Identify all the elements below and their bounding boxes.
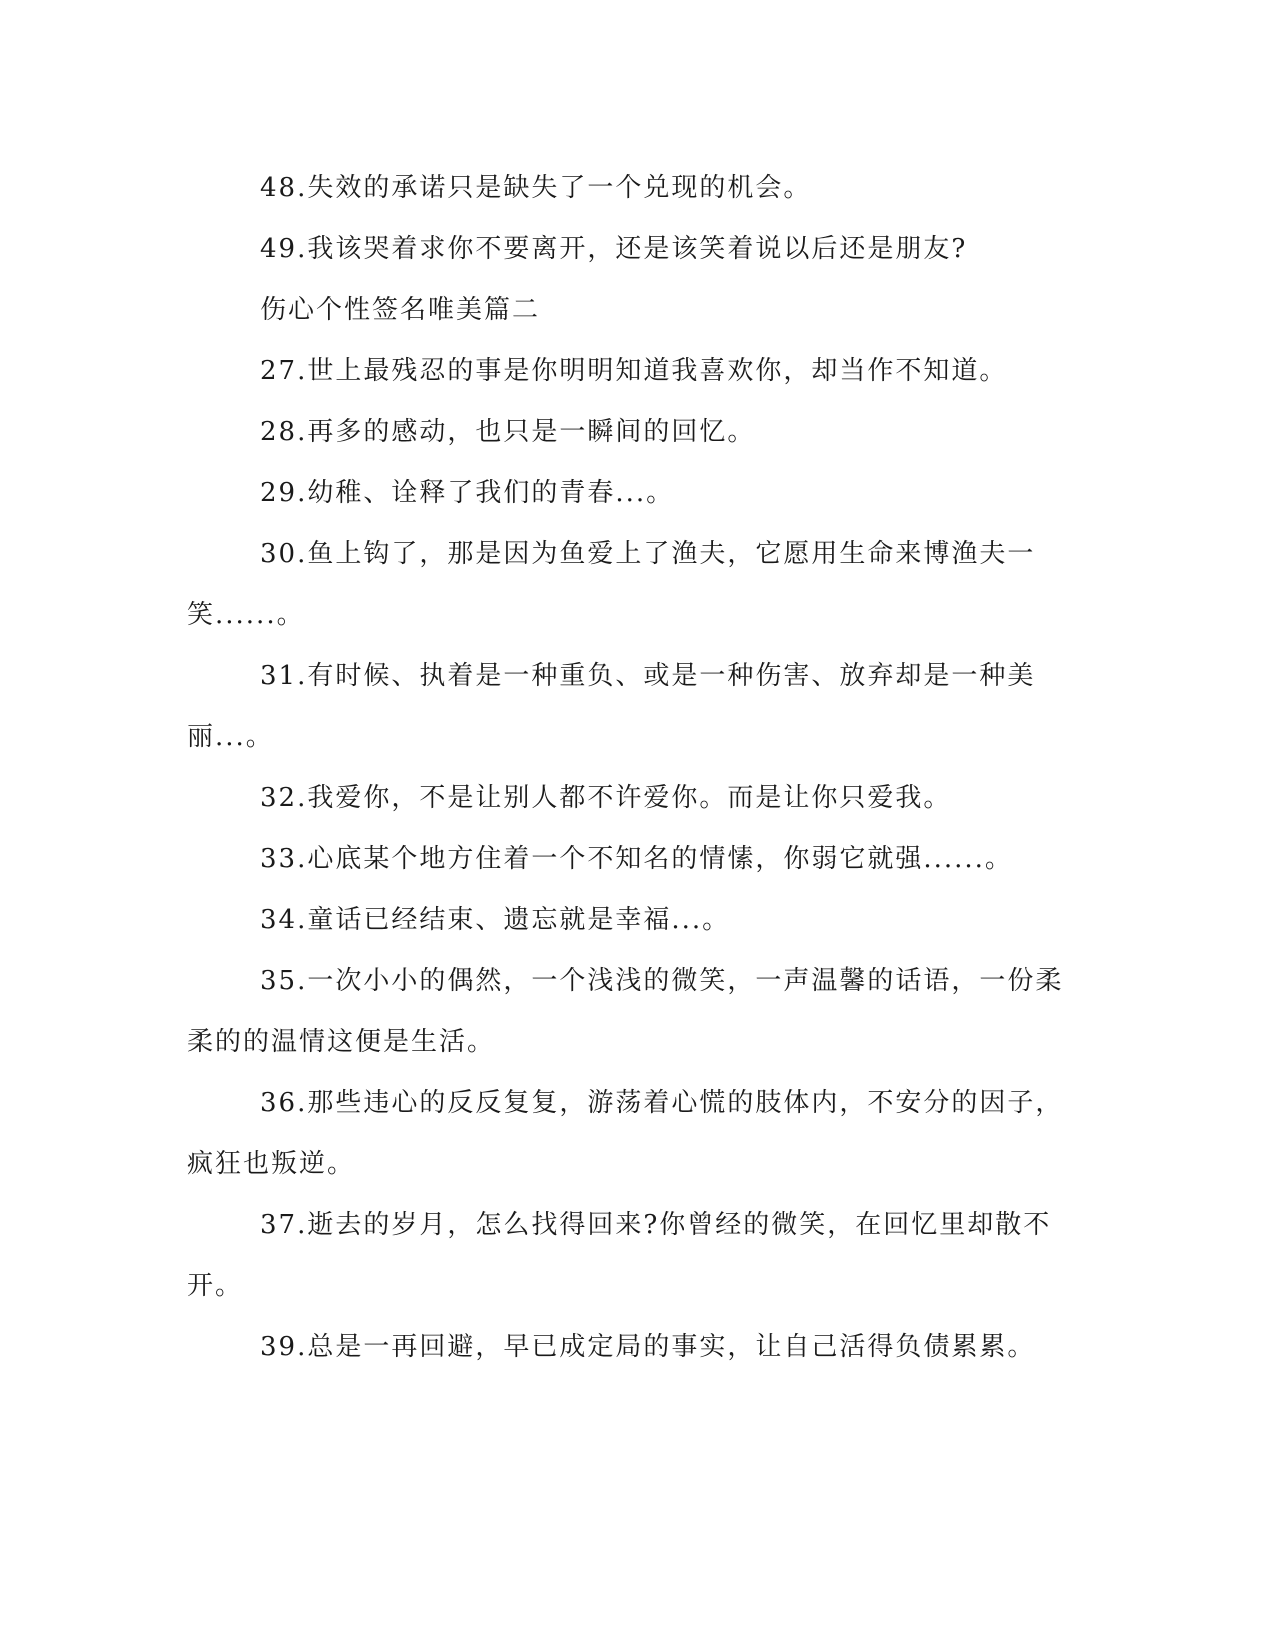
- paragraph-36: 36.那些违心的反反复复，游荡着心慌的肢体内，不安分的因子，疯狂也叛逆。: [187, 1088, 1064, 1179]
- paragraph-32: 32.我爱你，不是让别人都不许爱你。而是让你只爱我。: [260, 783, 952, 813]
- section-heading: 伤心个性签名唯美篇二: [260, 295, 541, 325]
- paragraph-35: 35.一次小小的偶然，一个浅浅的微笑，一声温馨的话语，一份柔柔的的温情这便是生活。: [187, 966, 1064, 1057]
- paragraph-27: 27.世上最残忍的事是你明明知道我喜欢你，却当作不知道。: [260, 356, 1008, 386]
- paragraph-29: 29.幼稚、诠释了我们的青春...。: [260, 478, 675, 508]
- document-body: [187, 158, 1077, 1378]
- paragraph-31: 31.有时候、执着是一种重负、或是一种伤害、放弃却是一种美丽...。: [187, 661, 1036, 752]
- paragraph-30: 30.鱼上钩了，那是因为鱼爱上了渔夫，它愿用生命来博渔夫一笑......。: [187, 539, 1036, 630]
- paragraph-39: 39.总是一再回避，早已成定局的事实，让自己活得负债累累。: [260, 1332, 1036, 1362]
- paragraph-28: 28.再多的感动，也只是一瞬间的回忆。: [260, 417, 756, 447]
- paragraph-49: 49.我该哭着求你不要离开，还是该笑着说以后还是朋友?: [260, 234, 968, 264]
- paragraph-37: 37.逝去的岁月，怎么找得回来?你曾经的微笑，在回忆里却散不开。: [187, 1210, 1052, 1301]
- paragraph-48: 48.失效的承诺只是缺失了一个兑现的机会。: [260, 173, 812, 203]
- paragraph-34: 34.童话已经结束、遗忘就是幸福...。: [260, 905, 731, 935]
- paragraph-33: 33.心底某个地方住着一个不知名的情愫，你弱它就强......。: [260, 844, 1013, 874]
